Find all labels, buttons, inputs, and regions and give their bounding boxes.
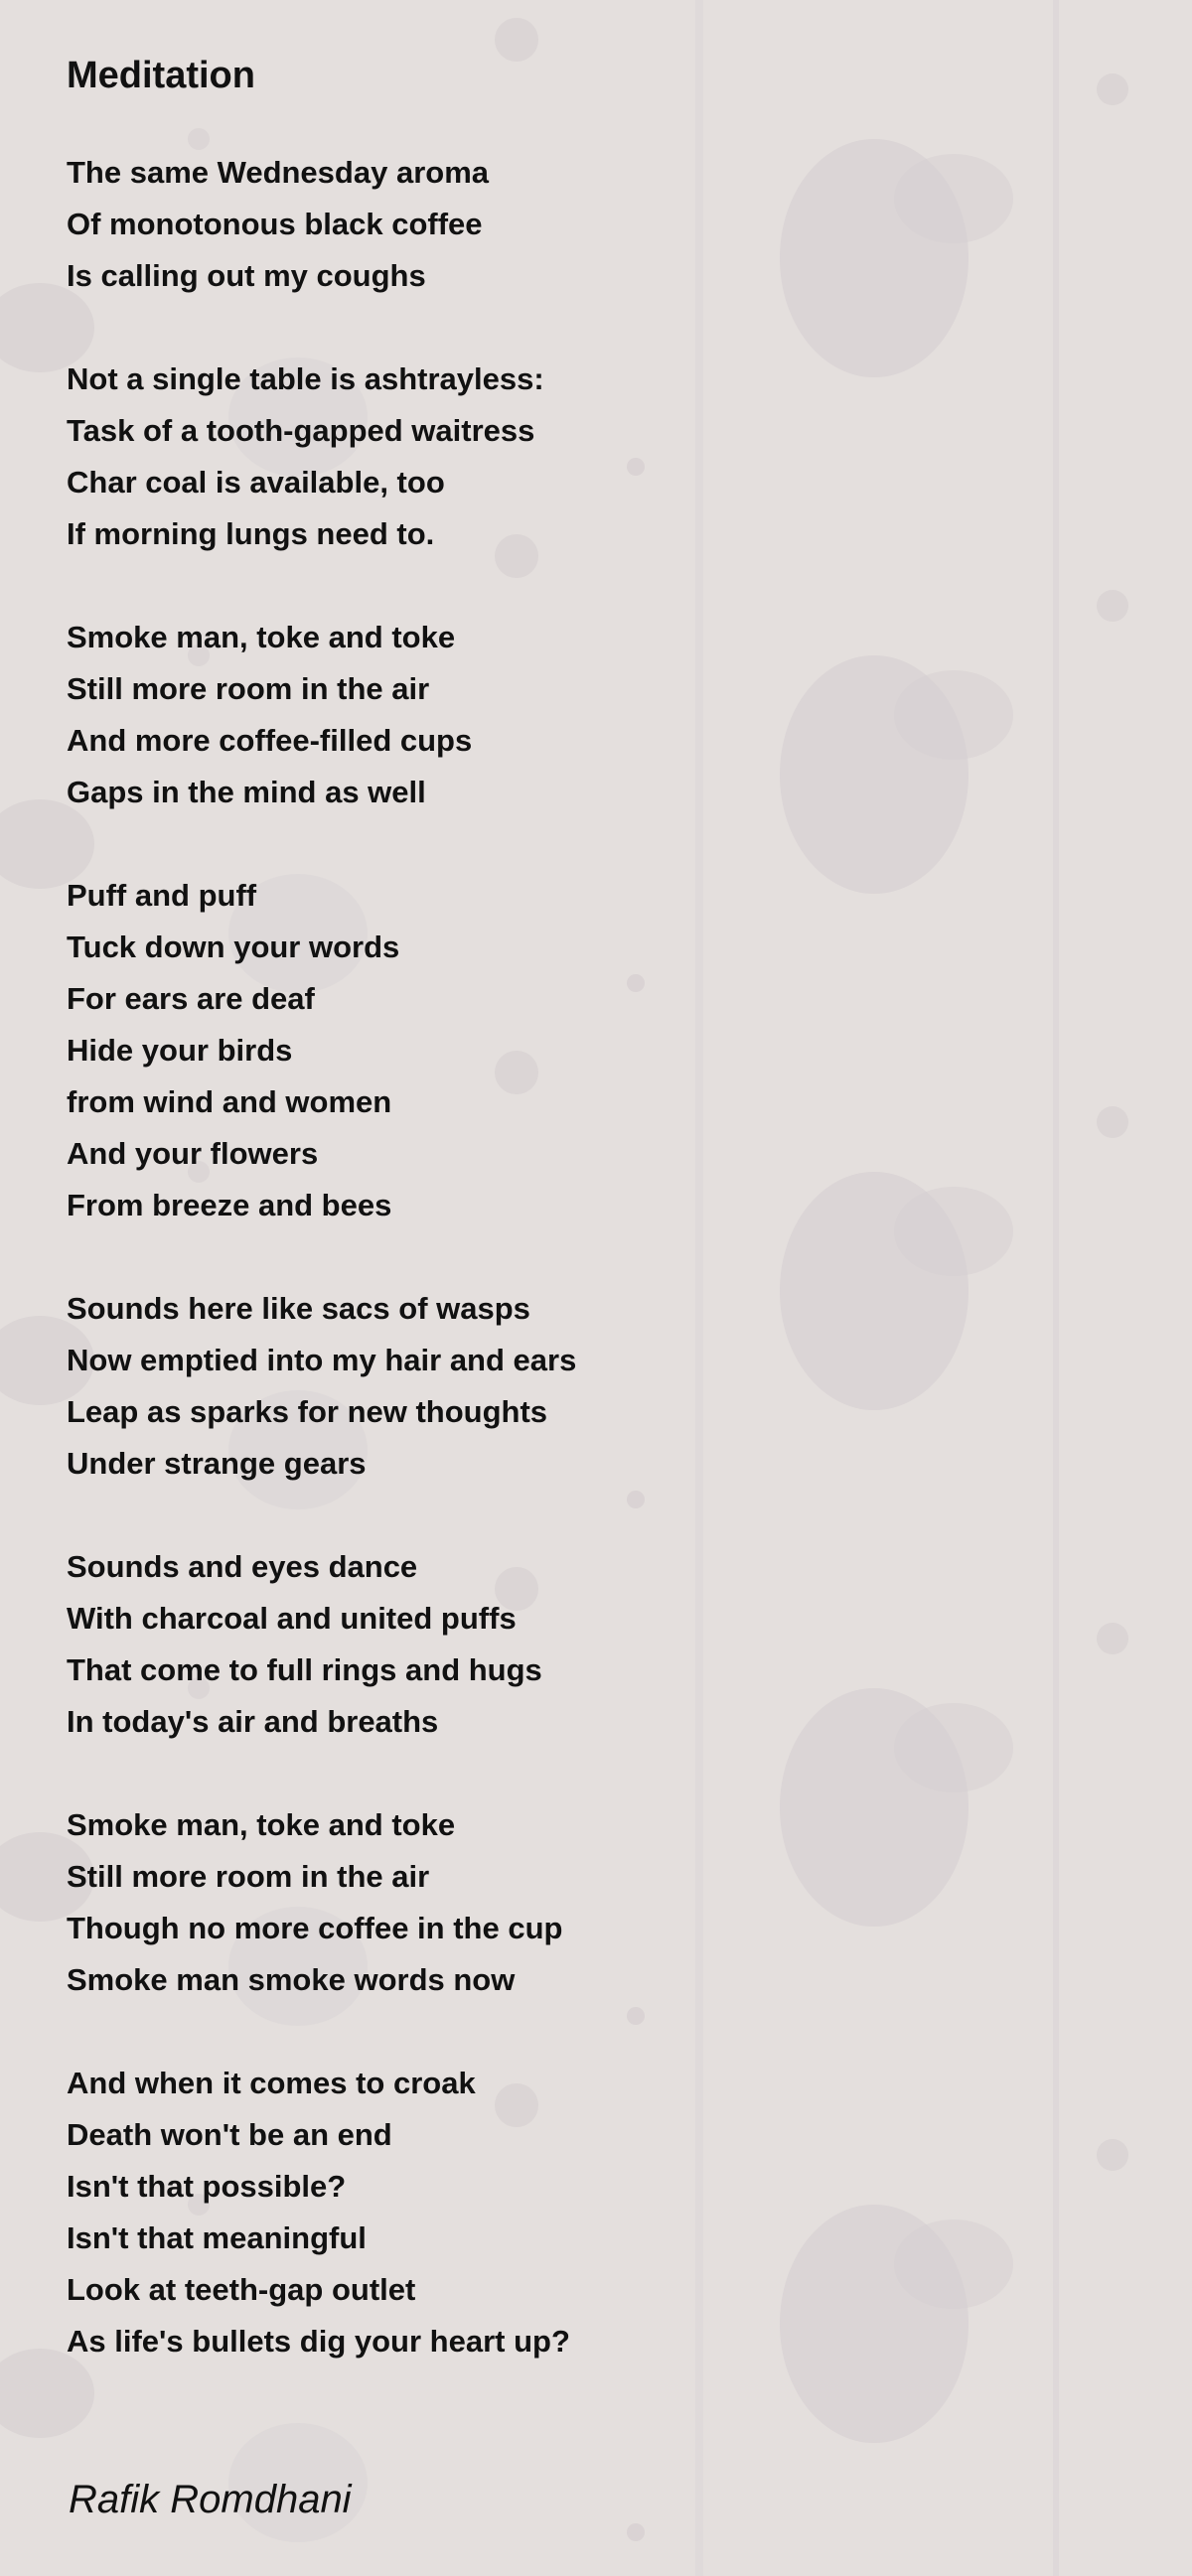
- poem-line: Still more room in the air: [67, 671, 430, 706]
- poem-line: From breeze and bees: [67, 1188, 392, 1222]
- poem-body: [67, 147, 1139, 2367]
- poem-line: Of monotonous black coffee: [67, 207, 483, 241]
- poem-line: Death won't be an end: [67, 2117, 392, 2152]
- poem-page: [67, 52, 1139, 2419]
- poem-line: And when it comes to croak: [67, 2066, 476, 2100]
- poem-stanza: [67, 354, 1139, 560]
- poem-line: Look at teeth-gap outlet: [67, 2272, 416, 2307]
- poem-stanza: [67, 1799, 1139, 2006]
- poem-line: That come to full rings and hugs: [67, 1652, 542, 1687]
- poem-line: Hide your birds: [67, 1033, 293, 1068]
- poem-line: from wind and women: [67, 1084, 392, 1119]
- poem-author: Rafik Romdhani: [69, 2478, 352, 2521]
- poem-line: Sounds and eyes dance: [67, 1549, 418, 1584]
- poem-line: As life's bullets dig your heart up?: [67, 2324, 570, 2359]
- poem-line: Tuck down your words: [67, 930, 400, 964]
- poem-line: Task of a tooth-gapped waitress: [67, 413, 535, 448]
- poem-line: Sounds here like sacs of wasps: [67, 1291, 530, 1326]
- poem-line: Smoke man, toke and toke: [67, 1807, 456, 1842]
- poem-line: Char coal is available, too: [67, 465, 445, 500]
- poem-line: Not a single table is ashtrayless:: [67, 361, 544, 396]
- poem-line: Puff and puff: [67, 878, 257, 913]
- poem-stanza: [67, 1283, 1139, 1490]
- poem-stanza: [67, 147, 1139, 302]
- poem-line: Leap as sparks for new thoughts: [67, 1394, 548, 1429]
- poem-title: Meditation: [67, 55, 255, 96]
- poem-line: The same Wednesday aroma: [67, 155, 489, 190]
- poem-line: Smoke man smoke words now: [67, 1962, 516, 1997]
- poem-line: Smoke man, toke and toke: [67, 620, 456, 654]
- poem-line: With charcoal and united puffs: [67, 1601, 517, 1636]
- poem-line: Still more room in the air: [67, 1859, 430, 1894]
- poem-line: Isn't that meaningful: [67, 2220, 367, 2255]
- poem-stanza: [67, 612, 1139, 818]
- poem-line: For ears are deaf: [67, 981, 315, 1016]
- poem-stanza: [67, 1541, 1139, 1748]
- poem-line: If morning lungs need to.: [67, 516, 435, 551]
- poem-line: And more coffee-filled cups: [67, 723, 473, 758]
- poem-line: Gaps in the mind as well: [67, 775, 426, 809]
- poem-stanza: [67, 870, 1139, 1231]
- poem-line: Isn't that possible?: [67, 2169, 347, 2204]
- poem-line: Now emptied into my hair and ears: [67, 1343, 577, 1377]
- poem-stanza: [67, 2058, 1139, 2367]
- poem-line: In today's air and breaths: [67, 1704, 439, 1739]
- poem-line: Though no more coffee in the cup: [67, 1911, 563, 1945]
- poem-line: Under strange gears: [67, 1446, 367, 1481]
- poem-line: Is calling out my coughs: [67, 258, 426, 293]
- poem-line: And your flowers: [67, 1136, 319, 1171]
